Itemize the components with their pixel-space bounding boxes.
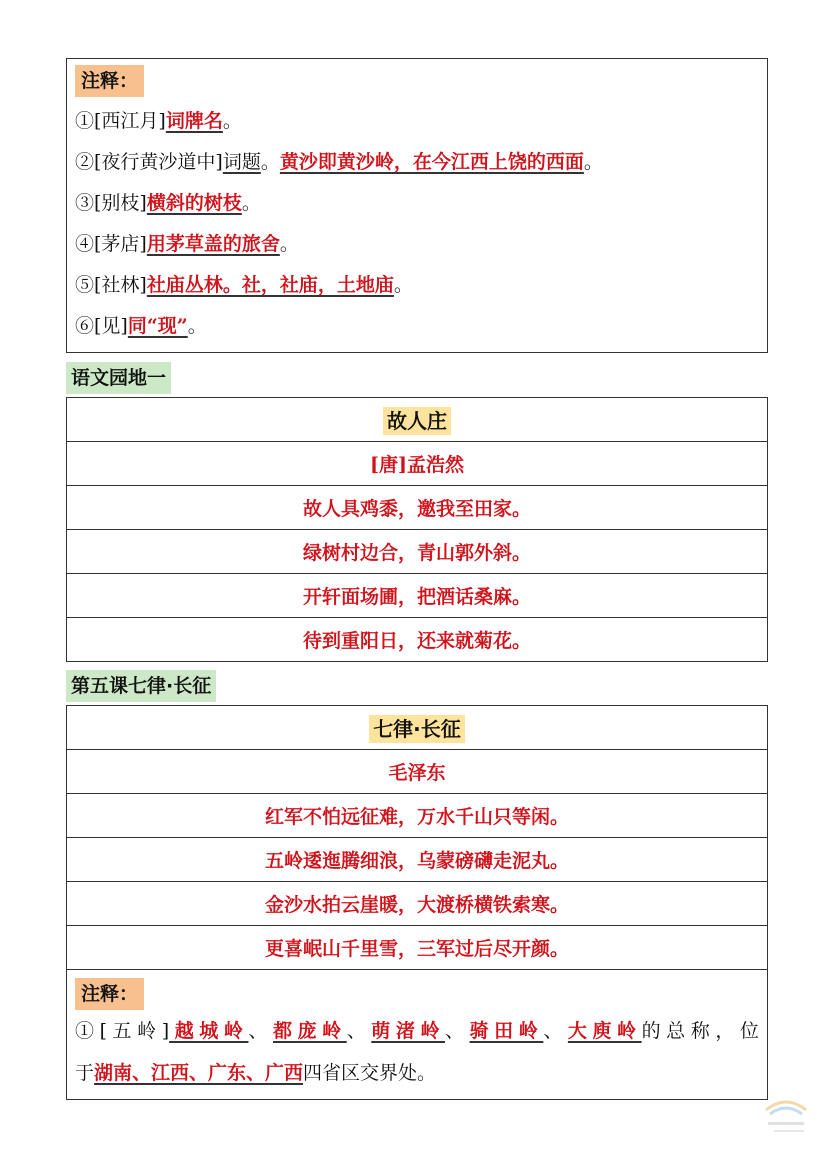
note-text: 四省区交界处。 bbox=[303, 1062, 437, 1084]
note-term: [夜行黄沙道中] bbox=[94, 151, 223, 173]
notes-box-top bbox=[66, 58, 768, 353]
note-text: 于 bbox=[75, 1062, 95, 1084]
note-term: [西江月] bbox=[94, 110, 166, 132]
poem-line: 待到重阳日，还来就菊花。 bbox=[67, 618, 768, 662]
note-number: ⑤ bbox=[75, 274, 95, 296]
note-term: [见] bbox=[94, 315, 128, 337]
note-number: ② bbox=[75, 151, 95, 173]
note-line bbox=[75, 142, 759, 183]
note-text: 、 bbox=[543, 1020, 568, 1042]
note-answer: 词牌名 bbox=[165, 110, 223, 132]
note-text: 。 bbox=[187, 315, 207, 337]
section-title-lesson5: 第五课七律·长征 bbox=[66, 670, 216, 702]
note-text: 的总称，位 bbox=[641, 1020, 759, 1042]
poem-title-cell bbox=[67, 398, 768, 442]
note-answer: 骑田岭 bbox=[469, 1020, 544, 1042]
poem-title: 七律·长征 bbox=[369, 715, 465, 743]
note-text: 。 bbox=[583, 151, 603, 173]
note-answer: 湖南、江西、广东、广西 bbox=[94, 1062, 304, 1084]
notes-tag: 注释： bbox=[75, 978, 144, 1010]
note-text: 。 bbox=[279, 233, 299, 255]
poem-line: 故人具鸡黍，邀我至田家。 bbox=[67, 486, 768, 530]
poem-table-guren-zhuang bbox=[66, 397, 768, 662]
note-answer: 横斜的树枝 bbox=[146, 192, 242, 214]
poem-line: 五岭逶迤腾细浪，乌蒙磅礴走泥丸。 bbox=[67, 838, 768, 882]
notes-box-bottom bbox=[66, 969, 768, 1100]
note-answer: 同“现” bbox=[127, 315, 188, 337]
poem-line: 红军不怕远征难，万水千山只等闲。 bbox=[67, 794, 768, 838]
poem-author: [唐]孟浩然 bbox=[67, 442, 768, 486]
watermark-logo bbox=[758, 1088, 814, 1138]
note-number: ⑥ bbox=[75, 315, 95, 337]
note-term: [社林] bbox=[94, 274, 147, 296]
note-number: ① bbox=[75, 110, 95, 132]
poem-title-cell bbox=[67, 706, 768, 750]
note-line bbox=[75, 265, 759, 306]
note-line-wuling bbox=[75, 1010, 759, 1052]
poem-line: 更喜岷山千里雪，三军过后尽开颜。 bbox=[67, 926, 768, 970]
section-title-yuwen-yuandi: 语文园地一 bbox=[66, 362, 171, 394]
note-text: 、 bbox=[445, 1020, 470, 1042]
poem-line: 金沙水拍云崖暖，大渡桥横铁索寒。 bbox=[67, 882, 768, 926]
poem-line: 绿树村边合，青山郭外斜。 bbox=[67, 530, 768, 574]
poem-author: 毛泽东 bbox=[67, 750, 768, 794]
note-text: 。 bbox=[222, 110, 242, 132]
notes-list bbox=[75, 101, 759, 347]
notes-tag: 注释： bbox=[75, 65, 144, 97]
note-text: 、 bbox=[248, 1020, 273, 1042]
note-text: 。 bbox=[241, 192, 261, 214]
poem-line: 开轩面场圃，把酒话桑麻。 bbox=[67, 574, 768, 618]
note-answer: 越城岭 bbox=[169, 1020, 249, 1042]
note-answer: 黄沙即黄沙岭，在今江西上饶的西面 bbox=[279, 151, 584, 173]
note-line bbox=[75, 224, 759, 265]
note-text: ①[五岭] bbox=[75, 1020, 170, 1042]
note-line bbox=[75, 101, 759, 142]
poem-title: 故人庄 bbox=[383, 407, 451, 435]
note-line bbox=[75, 183, 759, 224]
note-term: [别枝] bbox=[94, 192, 147, 214]
note-answer: 大庾岭 bbox=[567, 1020, 642, 1042]
note-answer: 用茅草盖的旅舍 bbox=[146, 233, 280, 255]
note-answer: 萌渚岭 bbox=[371, 1020, 446, 1042]
note-term: [茅店] bbox=[94, 233, 147, 255]
poem-table-changzheng bbox=[66, 705, 768, 970]
note-line-wuling-cont bbox=[75, 1052, 759, 1094]
note-text: 、 bbox=[346, 1020, 372, 1042]
note-line bbox=[75, 306, 759, 347]
note-number: ④ bbox=[75, 233, 95, 255]
note-answer: 社庙丛林。社，社庙，土地庙 bbox=[146, 274, 394, 296]
note-answer: 都庞岭 bbox=[273, 1020, 347, 1042]
note-text: 。 bbox=[260, 151, 280, 173]
note-text: 词题 bbox=[222, 151, 261, 173]
note-text: 。 bbox=[393, 274, 413, 296]
note-number: ③ bbox=[75, 192, 95, 214]
